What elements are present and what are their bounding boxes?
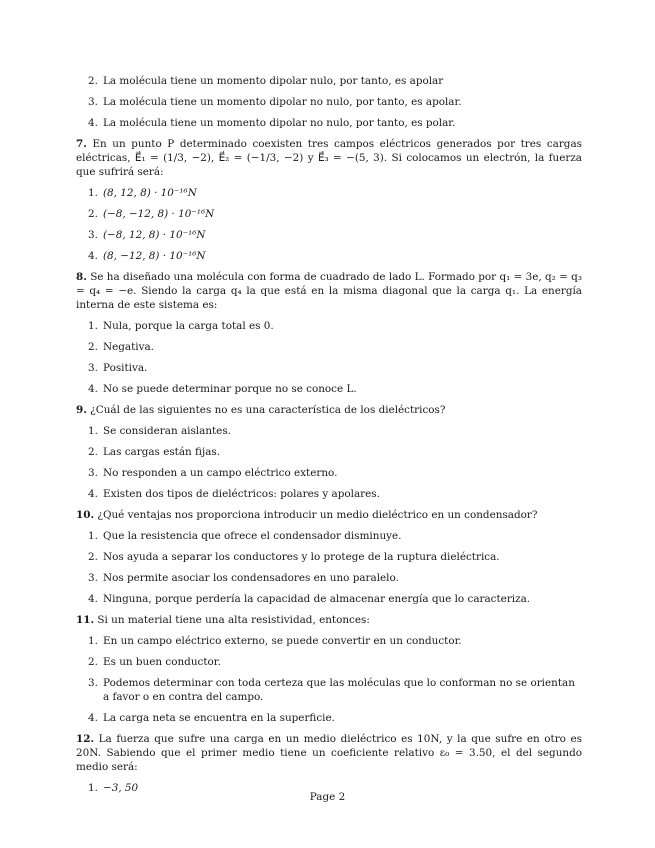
option-number: 4. bbox=[88, 383, 98, 395]
question-7 bbox=[76, 137, 582, 263]
option-number: 1. bbox=[88, 320, 98, 332]
option-number: 4. bbox=[88, 250, 98, 262]
question-text bbox=[76, 270, 582, 312]
list-item bbox=[76, 207, 582, 221]
list-item bbox=[76, 361, 582, 375]
list-item bbox=[76, 319, 582, 333]
list-item bbox=[76, 74, 582, 88]
list-item bbox=[76, 529, 582, 543]
option-text: La carga neta se encuentra en la superficie. bbox=[103, 712, 335, 724]
option-number: 3. bbox=[88, 362, 98, 374]
question-body: En un punto P determinado coexisten tres campos eléctricos generados por tres cargas eléctricas, E⃗₁ = (1/3, −2), E⃗₂ = (−1/3, −2) y E⃗₃ = −(5, 3). Si colocamos un electrón, la fuerza que sufrirá será: bbox=[76, 138, 582, 178]
option-text: (8, −12, 8) · 10⁻¹⁶N bbox=[103, 250, 206, 262]
question-number: 10. bbox=[76, 509, 95, 521]
question-body: La fuerza que sufre una carga en un medio dieléctrico es 10N, y la que sufre en otro es 20N. Sabiendo que el primer medio tiene un coeficiente relativo ε₀ = 3.50, el del segundo medio será: bbox=[76, 733, 582, 773]
option-text: (−8, 12, 8) · 10⁻¹⁶N bbox=[103, 229, 206, 241]
option-number: 1. bbox=[88, 635, 98, 647]
question-number: 12. bbox=[76, 733, 95, 745]
list-item bbox=[76, 382, 582, 396]
option-text: La molécula tiene un momento dipolar no nulo, por tanto, es polar. bbox=[103, 117, 456, 129]
question-10 bbox=[76, 508, 582, 606]
question-number: 8. bbox=[76, 271, 87, 283]
option-number: 3. bbox=[88, 572, 98, 584]
option-number: 4. bbox=[88, 593, 98, 605]
option-number: 4. bbox=[88, 117, 98, 129]
option-text: Ninguna, porque perdería la capacidad de almacenar energía que lo caracteriza. bbox=[103, 593, 531, 605]
question-text bbox=[76, 508, 582, 522]
option-number: 3. bbox=[88, 467, 98, 479]
option-number: 3. bbox=[88, 96, 98, 108]
question-text bbox=[76, 613, 582, 627]
list-item bbox=[76, 487, 582, 501]
question-text bbox=[76, 137, 582, 179]
list-item bbox=[76, 95, 582, 109]
option-text: No responden a un campo eléctrico externo. bbox=[103, 467, 338, 479]
list-item bbox=[76, 550, 582, 564]
list-item bbox=[76, 592, 582, 606]
list-item bbox=[76, 228, 582, 242]
question-body: Se ha diseñado una molécula con forma de cuadrado de lado L. Formado por q₁ = 3e, q₂ = q₃ = q₄ = −e. Siendo la carga q₄ la que está en la misma diagonal que la carga q₁. La energía interna de este sistema es: bbox=[76, 271, 582, 311]
option-number: 2. bbox=[88, 446, 98, 458]
question-11 bbox=[76, 613, 582, 725]
pre-options-list bbox=[76, 74, 582, 130]
list-item bbox=[76, 424, 582, 438]
option-text: Las cargas están fijas. bbox=[103, 446, 221, 458]
question-text bbox=[76, 732, 582, 774]
list-item bbox=[76, 249, 582, 263]
question-body: ¿Qué ventajas nos proporciona introducir un medio dieléctrico en un condensador? bbox=[97, 509, 538, 521]
question-12 bbox=[76, 732, 582, 795]
option-number: 3. bbox=[88, 677, 98, 689]
option-text: −3, 50 bbox=[103, 782, 139, 794]
option-text: Positiva. bbox=[103, 362, 148, 374]
option-number: 4. bbox=[88, 712, 98, 724]
list-item bbox=[76, 340, 582, 354]
list-item bbox=[76, 445, 582, 459]
option-number: 1. bbox=[88, 782, 98, 794]
question-8 bbox=[76, 270, 582, 396]
option-text: Nos ayuda a separar los conductores y lo protege de la ruptura dieléctrica. bbox=[103, 551, 500, 563]
question-number: 7. bbox=[76, 138, 87, 150]
list-item bbox=[76, 186, 582, 200]
list-item bbox=[76, 676, 582, 704]
option-text: Nos permite asociar los condensadores en uno paralelo. bbox=[103, 572, 399, 584]
option-text: Es un buen conductor. bbox=[103, 656, 221, 668]
page-number: Page 2 bbox=[309, 791, 346, 803]
page-content bbox=[76, 74, 582, 802]
option-text: (8, 12, 8) · 10⁻¹⁶N bbox=[103, 187, 197, 199]
list-item bbox=[76, 466, 582, 480]
option-number: 2. bbox=[88, 75, 98, 87]
option-number: 1. bbox=[88, 530, 98, 542]
list-item bbox=[76, 571, 582, 585]
option-text: No se puede determinar porque no se conoce L. bbox=[103, 383, 357, 395]
option-text: La molécula tiene un momento dipolar no nulo, por tanto, es apolar. bbox=[103, 96, 462, 108]
option-number: 3. bbox=[88, 229, 98, 241]
option-text: La molécula tiene un momento dipolar nulo, por tanto, es apolar bbox=[103, 75, 444, 87]
list-item bbox=[76, 711, 582, 725]
option-text: Nula, porque la carga total es 0. bbox=[103, 320, 274, 332]
question-number: 11. bbox=[76, 614, 95, 626]
option-number: 1. bbox=[88, 425, 98, 437]
option-number: 2. bbox=[88, 341, 98, 353]
option-text: En un campo eléctrico externo, se puede convertir en un conductor. bbox=[103, 635, 462, 647]
option-number: 4. bbox=[88, 488, 98, 500]
option-number: 2. bbox=[88, 656, 98, 668]
option-number: 2. bbox=[88, 208, 98, 220]
question-body: Si un material tiene una alta resistividad, entonces: bbox=[97, 614, 370, 626]
question-9 bbox=[76, 403, 582, 501]
option-text: Se consideran aislantes. bbox=[103, 425, 231, 437]
option-number: 1. bbox=[88, 187, 98, 199]
option-number: 2. bbox=[88, 551, 98, 563]
question-body: ¿Cuál de las siguientes no es una característica de los dieléctricos? bbox=[90, 404, 446, 416]
list-item bbox=[76, 116, 582, 130]
question-number: 9. bbox=[76, 404, 87, 416]
list-item bbox=[76, 634, 582, 648]
option-text: Existen dos tipos de dieléctricos: polares y apolares. bbox=[103, 488, 380, 500]
list-item bbox=[76, 655, 582, 669]
option-text: Negativa. bbox=[103, 341, 154, 353]
option-text: Podemos determinar con toda certeza que las moléculas que lo conforman no se orientan a favor o en contra del campo. bbox=[103, 677, 575, 703]
option-text: (−8, −12, 8) · 10⁻¹⁶N bbox=[103, 208, 215, 220]
question-text bbox=[76, 403, 582, 417]
option-text: Que la resistencia que ofrece el condensador disminuye. bbox=[103, 530, 402, 542]
